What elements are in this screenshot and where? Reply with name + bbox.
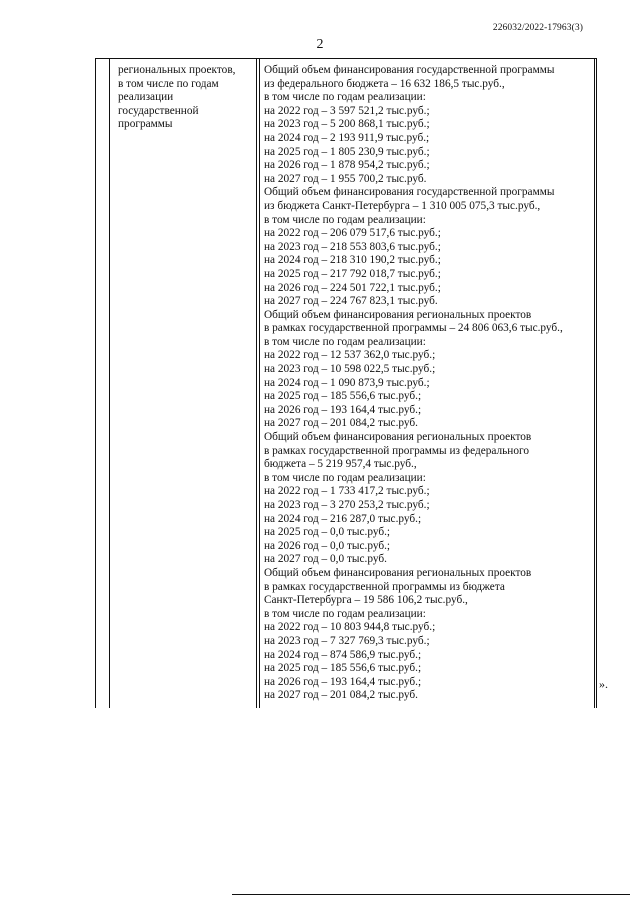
- right-cell-line: на 2023 год – 218 553 803,6 тыс.руб.;: [264, 240, 441, 253]
- column-divider: [109, 59, 110, 708]
- right-cell-line: на 2027 год – 0,0 тыс.руб.: [264, 553, 387, 566]
- right-cell-line: в рамках государственной программы из федерального: [264, 444, 529, 457]
- right-cell-line: на 2024 год – 218 310 190,2 тыс.руб.;: [264, 254, 441, 267]
- right-cell-line: на 2026 год – 224 501 722,1 тыс.руб.;: [264, 281, 441, 294]
- right-cell-line: на 2022 год – 12 537 362,0 тыс.руб.;: [264, 349, 436, 362]
- right-cell-line: на 2026 год – 193 164,4 тыс.руб.;: [264, 403, 422, 416]
- left-cell-line: программы: [118, 118, 173, 131]
- right-cell-line: из федерального бюджета – 16 632 186,5 тыс.руб.,: [264, 77, 505, 90]
- right-cell-line: на 2022 год – 1 733 417,2 тыс.руб.;: [264, 485, 430, 498]
- right-cell-line: в том числе по годам реализации:: [264, 607, 426, 620]
- left-cell-line: государственной: [118, 104, 199, 117]
- right-cell-line: на 2025 год – 1 805 230,9 тыс.руб.;: [264, 145, 430, 158]
- right-cell-line: из бюджета Санкт-Петербурга – 1 310 005 075,3 тыс.руб.,: [264, 199, 541, 212]
- right-cell-line: на 2026 год – 0,0 тыс.руб.;: [264, 539, 391, 552]
- right-cell-line: в том числе по годам реализации:: [264, 91, 426, 104]
- right-cell-line: на 2026 год – 1 878 954,2 тыс.руб.;: [264, 159, 430, 172]
- left-cell-line: региональных проектов,: [118, 64, 236, 76]
- right-cell-line: Общий объем финансирования региональных проектов: [264, 566, 532, 579]
- right-cell-line: на 2027 год – 201 084,2 тыс.руб.: [264, 689, 418, 702]
- right-cell-line: на 2023 год – 10 598 022,5 тыс.руб.;: [264, 363, 436, 376]
- right-cell-line: Общий объем финансирования региональных проектов: [264, 431, 532, 444]
- right-cell-line: на 2024 год – 874 586,9 тыс.руб.;: [264, 648, 422, 661]
- right-cell-line: в рамках государственной программы из бюджета: [264, 580, 505, 593]
- right-cell-line: на 2024 год – 216 287,0 тыс.руб.;: [264, 512, 422, 525]
- page-number: 2: [316, 37, 324, 52]
- right-cell-line: на 2022 год – 3 597 521,2 тыс.руб.;: [264, 104, 430, 117]
- column-divider: [259, 59, 260, 708]
- bottom-rule: [232, 894, 630, 895]
- right-cell-line: на 2027 год – 224 767 823,1 тыс.руб.: [264, 295, 438, 308]
- closing-quote: ».: [599, 677, 608, 691]
- right-cell-line: на 2025 год – 0,0 тыс.руб.;: [264, 526, 391, 539]
- right-cell-line: на 2023 год – 3 270 253,2 тыс.руб.;: [264, 499, 430, 511]
- right-cell-line: на 2023 год – 7 327 769,3 тыс.руб.;: [264, 634, 430, 647]
- right-cell-line: в том числе по годам реализации:: [264, 471, 426, 484]
- left-cell: [118, 64, 248, 132]
- right-cell-line: на 2025 год – 185 556,6 тыс.руб.;: [264, 390, 422, 403]
- left-cell-line: реализации: [118, 91, 174, 104]
- right-cell-line: на 2025 год – 217 792 018,7 тыс.руб.;: [264, 267, 441, 280]
- right-cell-line: в том числе по годам реализации:: [264, 335, 426, 348]
- right-cell-line: на 2025 год – 185 556,6 тыс.руб.;: [264, 662, 422, 675]
- right-cell-line: на 2024 год – 1 090 873,9 тыс.руб.;: [264, 376, 430, 389]
- right-cell-line: на 2026 год – 193 164,4 тыс.руб.;: [264, 675, 422, 688]
- financing-table: [95, 58, 597, 708]
- right-cell-line: бюджета – 5 219 957,4 тыс.руб.,: [264, 458, 417, 471]
- right-cell-line: на 2022 год – 206 079 517,6 тыс.руб.;: [264, 227, 441, 240]
- right-cell-line: на 2027 год – 1 955 700,2 тыс.руб.: [264, 172, 427, 185]
- right-cell-line: в рамках государственной программы – 24 806 063,6 тыс.руб.,: [264, 322, 563, 335]
- right-cell-line: в том числе по годам реализации:: [264, 213, 426, 226]
- right-cell-line: Общий объем финансирования региональных проектов: [264, 308, 532, 321]
- document-number: 226032/2022-17963(3): [492, 23, 583, 33]
- column-divider: [256, 59, 257, 708]
- column-divider: [594, 59, 595, 708]
- right-cell: [264, 64, 594, 703]
- right-cell-line: Общий объем финансирования государственной программы: [264, 64, 555, 76]
- right-cell-line: на 2024 год – 2 193 911,9 тыс.руб.;: [264, 131, 430, 144]
- right-cell-line: на 2023 год – 5 200 868,1 тыс.руб.;: [264, 118, 430, 131]
- left-cell-line: в том числе по годам: [118, 77, 219, 90]
- right-cell-line: на 2022 год – 10 803 944,8 тыс.руб.;: [264, 621, 436, 634]
- right-cell-line: Санкт-Петербурга – 19 586 106,2 тыс.руб.,: [264, 594, 468, 607]
- right-cell-line: Общий объем финансирования государственной программы: [264, 186, 555, 199]
- right-cell-line: на 2027 год – 201 084,2 тыс.руб.: [264, 417, 418, 430]
